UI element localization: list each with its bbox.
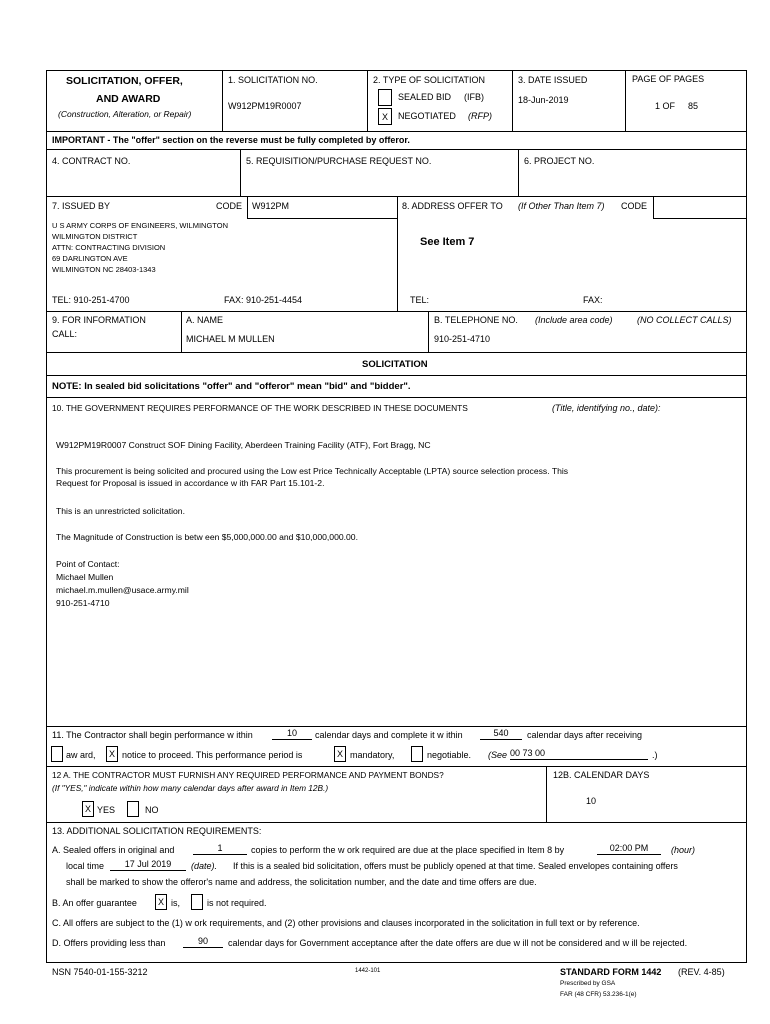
prescribed-by: Prescribed by GSA [560,980,616,987]
guarantee-is-label: is, [171,898,180,908]
item13a-text-1: A. Sealed offers in original and [52,845,175,855]
guarantee-is-checkbox[interactable]: X [155,894,167,910]
solicitation-no-label: 1. SOLICITATION NO. [228,75,318,85]
due-time-field[interactable]: 02:00 PM [597,843,661,855]
sealed-bid-note: (IFB) [464,92,484,102]
mandatory-label: mandatory, [350,750,395,760]
bonds-no-checkbox[interactable] [127,801,139,817]
local-time-label: local time [66,861,105,871]
negotiated-note: (RFP) [468,111,492,121]
item11-text-2: calendar days and complete it w ithin [315,730,463,740]
poc-name: Michael Mullen [56,572,114,582]
date-issued-label: 3. DATE ISSUED [518,75,588,85]
name-value[interactable]: MICHAEL M MULLEN [186,334,275,344]
item13a-text-5: If this is a sealed bid solicitation, offers must be publicly opened at that time. Sealed envelopes containing offers [233,861,678,871]
far-reference: FAR (48 CFR) 53.236-1(e) [560,991,637,998]
issuer-address-3: ATTN: CONTRACTING DIVISION [52,243,166,252]
page-total: 85 [688,101,699,111]
no-collect-note: (NO COLLECT CALLS) [637,315,732,325]
poc-phone: 910-251-4710 [56,598,110,608]
solicitation-heading: SOLICITATION [362,359,428,370]
bonds-no-label: NO [145,805,159,815]
item13a-text-2: copies to perform the w ork required are due at the place specified in Item 8 by [251,845,565,855]
telephone-label: B. TELEPHONE NO. [434,315,518,325]
guarantee-not-checkbox[interactable] [191,894,203,910]
item13b-text-1: B. An offer guarantee [52,898,137,908]
address-offer-code-label: CODE [621,201,648,211]
issuer-fax: FAX: 910-251-4454 [224,295,303,305]
item13a-text-6: shall be marked to show the offeror's name and address, the solicitation number, and the date and time offers are due. [66,877,537,887]
negotiable-label: negotiable. [427,750,472,760]
item10-unrestricted: This is an unrestricted solicitation. [56,506,185,516]
poc-email[interactable]: michael.m.mullen@usace.army.mil [56,585,189,595]
bonds-yes-checkbox[interactable]: X [82,801,94,817]
item10-note: (Title, identifying no., date): [552,403,661,413]
for-info-call: CALL: [52,329,78,339]
issued-code-value[interactable]: W912PM [252,201,290,211]
begin-days-field[interactable]: 10 [272,728,312,740]
date-issued-value[interactable]: 18-Jun-2019 [518,95,569,105]
issuer-address-5: WILMINGTON NC 28403-1343 [52,265,156,274]
project-no-label: 6. PROJECT NO. [524,156,595,166]
form-code: 1442-101 [355,968,381,974]
for-info-label: 9. FOR INFORMATION [52,315,146,325]
item13d-text-2: calendar days for Government acceptance after the date offers are due w ill not be considered and w ill be rejected. [228,938,688,948]
address-offer-note: (If Other Than Item 7) [518,201,605,211]
item12-note: (If "YES," indicate within how many calendar days after award in Item 12B.) [52,783,329,793]
name-label: A. NAME [186,315,224,325]
page-number: 1 OF [655,101,676,111]
telephone-note: (Include area code) [535,315,613,325]
item13d-text-1: D. Offers providing less than [52,938,166,948]
see-label: (See [488,750,508,760]
form-revision: (REV. 4-85) [678,967,725,977]
complete-days-field[interactable]: 540 [480,728,522,740]
item13-label: 13. ADDITIONAL SOLICITATION REQUIREMENTS: [52,826,262,836]
ntp-label: notice to proceed. This performance period is [122,750,303,760]
see-end: .) [652,750,658,760]
form-subtitle: (Construction, Alteration, or Repair) [58,109,192,119]
item12-label: 12 A. THE CONTRACTOR MUST FURNISH ANY REQUIRED PERFORMANCE AND PAYMENT BONDS? [52,770,444,780]
address-offer-label: 8. ADDRESS OFFER TO [402,201,503,211]
issuer-tel: TEL: 910-251-4700 [52,295,130,305]
nsn-number: NSN 7540-01-155-3212 [52,967,148,977]
bonds-yes-label: YES [97,805,116,815]
ntp-checkbox[interactable]: X [106,746,118,762]
item11-text-3: calendar days after receiving [527,730,643,740]
important-note: IMPORTANT - The "offer" section on the reverse must be fully completed by offeror. [52,135,410,145]
negotiated-checkbox[interactable]: X [378,108,392,125]
acceptance-days-field[interactable]: 90 [183,936,223,948]
due-date-field[interactable]: 17 Jul 2019 [110,859,186,871]
date-label: (date). [191,861,218,871]
poc-label: Point of Contact: [56,559,120,569]
item12b-value[interactable]: 10 [586,796,597,806]
item10-procurement-2: Request for Proposal is issued in accordance w ith FAR Part 15.101-2. [56,478,325,488]
requisition-label: 5. REQUISITION/PURCHASE REQUEST NO. [246,156,432,166]
issuer-address-1: U S ARMY CORPS OF ENGINEERS, WILMINGTON [52,221,228,230]
page-of-pages-label: PAGE OF PAGES [632,74,705,84]
issued-by-label: 7. ISSUED BY [52,201,111,211]
issued-code-label: CODE [216,201,243,211]
award-checkbox[interactable] [51,746,63,762]
item10-procurement-1: This procurement is being solicited and procured using the Low est Price Technically Acceptable (LPTA) source selection process. This [56,466,569,476]
see-field[interactable]: 00 73 00 [510,748,648,760]
sealed-bid-note-line: NOTE: In sealed bid solicitations "offer" and "offeror" mean "bid" and "bidder". [52,381,411,392]
item13c-text: C. All offers are subject to the (1) w ork requirements, and (2) other provisions and clauses incorporated in the solicitation in full text or by reference. [52,918,640,928]
solicitation-no-value[interactable]: W912PM19R0007 [228,101,302,111]
item10-title: W912PM19R0007 Construct SOF Dining Facility, Aberdeen Training Facility (ATF), Fort Bragg, NC [56,440,431,450]
form-name: STANDARD FORM 1442 [560,967,662,977]
negotiable-checkbox[interactable] [411,746,423,762]
issuer-address-2: WILMINGTON DISTRICT [52,232,138,241]
form-title: SOLICITATION, OFFER, [66,75,183,87]
award-label: aw ard, [66,750,96,760]
contract-no-label: 4. CONTRACT NO. [52,156,131,166]
hour-label: (hour) [671,845,696,855]
form-title-2: AND AWARD [96,93,161,105]
address-offer-fax: FAX: [583,295,603,305]
address-offer-value: See Item 7 [420,236,475,248]
type-label: 2. TYPE OF SOLICITATION [373,75,486,85]
item10-label: 10. THE GOVERNMENT REQUIRES PERFORMANCE OF THE WORK DESCRIBED IN THESE DOCUMENTS [52,403,468,413]
mandatory-checkbox[interactable]: X [334,746,346,762]
address-offer-tel: TEL: [410,295,430,305]
telephone-value[interactable]: 910-251-4710 [434,334,491,344]
sealed-bid-label: SEALED BID [398,92,452,102]
guarantee-not-label: is not required. [207,898,267,908]
issuer-address-4: 69 DARLINGTON AVE [52,254,128,263]
item10-magnitude: The Magnitude of Construction is betw een $5,000,000.00 and $10,000,000.00. [56,532,358,542]
item12b-label: 12B. CALENDAR DAYS [553,770,650,780]
sealed-bid-checkbox[interactable] [378,89,392,106]
copies-field[interactable]: 1 [193,843,247,855]
negotiated-label: NEGOTIATED [398,111,456,121]
item11-text-1: 11. The Contractor shall begin performance w ithin [52,730,253,740]
